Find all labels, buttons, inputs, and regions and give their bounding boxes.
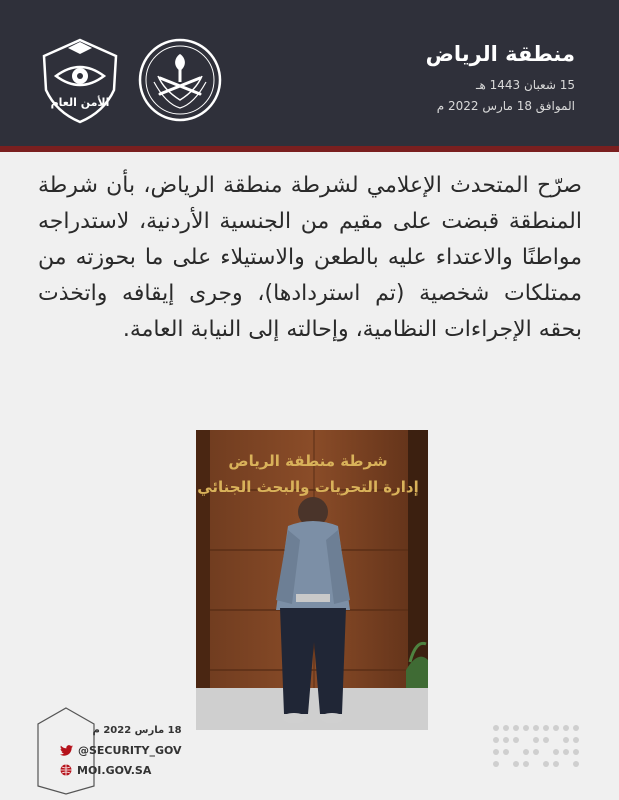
footer-website[interactable]: [60, 760, 182, 780]
sign-line-2: إدارة التحريات والبحث الجنائي: [197, 478, 419, 496]
hijri-date: 15 شعبان 1443 هـ: [475, 78, 575, 92]
website-url: MOI.GOV.SA: [77, 763, 152, 777]
suspect-photo: [196, 430, 428, 730]
footer-twitter[interactable]: [60, 740, 182, 760]
security-logo-text: الأمن العام: [50, 96, 110, 109]
statement-text: صرّح المتحدث الإعلامي لشرطة منطقة الرياض، بأن شرطة المنطقة قبضت على مقيم من الجنسية الأردنية، لاستدراجه مواطنًا والاعتداء عليه بالطعن والاستيلاء على ما بحوزته من ممتلكات شخصية (تم استردادها)، وجرى إيقافه واتخذت بحقه الإجراءات النظامية، وإحالته إلى النيابة العامة.: [38, 173, 582, 342]
public-security-logo-icon: [38, 38, 122, 124]
accent-divider: [0, 146, 619, 152]
footer-contact: [60, 720, 182, 780]
globe-icon: [60, 764, 72, 776]
footer-date: 18 مارس 2022 م: [92, 724, 182, 736]
twitter-icon: [60, 745, 73, 756]
header-bar: [0, 0, 619, 146]
region-title: منطقة الرياض: [425, 42, 575, 66]
saudi-emblem-icon: [138, 38, 222, 122]
gregorian-date: الموافق 18 مارس 2022 م: [436, 99, 575, 113]
twitter-handle: @SECURITY_GOV: [78, 743, 182, 757]
decorative-dot-pattern: [490, 722, 586, 770]
sign-line-1: شرطة منطقة الرياض: [228, 452, 388, 470]
